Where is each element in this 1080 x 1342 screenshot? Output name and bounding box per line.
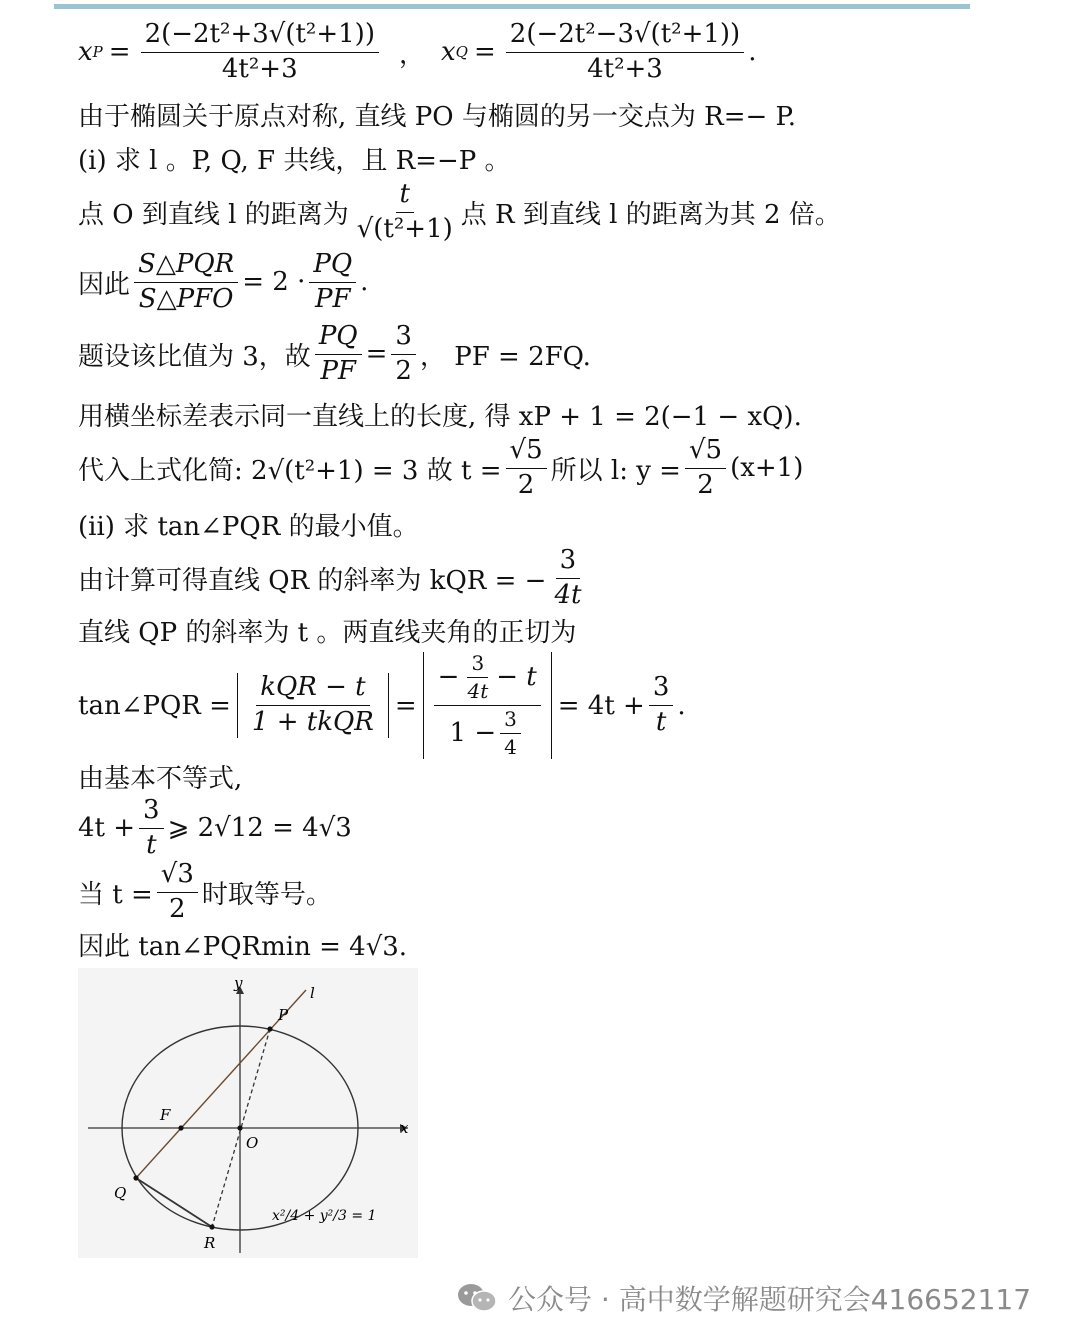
denominator: t (146, 829, 157, 860)
fraction (353, 180, 457, 245)
denominator: √(t²+1) (356, 213, 453, 244)
text: . (677, 690, 686, 721)
numerator: 3 (391, 322, 416, 355)
fraction (550, 546, 585, 611)
line-part-ii: (ii) 求 tan∠PQR 的最小值。 (78, 512, 419, 542)
label-p: P (278, 1006, 289, 1024)
numerator: PQ (315, 322, 362, 355)
denominator: 1 + tkQR (251, 707, 374, 737)
inner-numerator: 3 (500, 708, 521, 734)
text: 时取等号。 (201, 879, 332, 910)
fraction (434, 652, 541, 759)
fraction (157, 860, 198, 925)
text: 点 O 到直线 l 的距离为 (78, 199, 349, 230)
fraction (506, 436, 547, 501)
xp-numerator: 2(−2t²+3√(t²+1)) (141, 20, 379, 53)
text: 点 R 到直线 l 的距离为其 2 倍。 (460, 199, 841, 230)
text: 代入上式化简: 2√(t²+1) = 3 故 t = (78, 455, 502, 486)
numerator (434, 652, 541, 706)
line-area-ratio (78, 250, 368, 315)
top-border (54, 4, 970, 9)
denominator: S△PFO (138, 283, 234, 314)
text: 当 t = (78, 879, 153, 910)
label-o: O (246, 1134, 259, 1152)
fraction (391, 322, 416, 387)
text: = 4t + (557, 690, 645, 721)
point-p (267, 1026, 272, 1031)
text: = 2 · (242, 267, 306, 298)
ellipse-diagram (78, 968, 418, 1258)
denominator: PF (314, 283, 351, 314)
numerator: 3 (139, 796, 164, 829)
inner-fraction (463, 652, 492, 703)
segment-qr (136, 1178, 212, 1227)
end-period: . (748, 37, 757, 68)
text: tan∠PQR = (78, 690, 231, 721)
fraction (134, 250, 238, 315)
text: = (365, 339, 388, 370)
xp-denominator: 4t²+3 (221, 53, 298, 84)
fraction (649, 673, 674, 738)
equals: = (394, 690, 417, 721)
separator: ， (398, 39, 425, 70)
numerator: kQR − t (256, 673, 369, 706)
one-minus: 1 − (449, 717, 497, 748)
denominator: 2 (517, 469, 535, 500)
xp-fraction (141, 20, 379, 85)
numerator: √5 (506, 436, 547, 469)
abs-value-1 (237, 673, 389, 738)
inner-denominator: 4 (504, 735, 517, 759)
xq-label: x (441, 37, 456, 68)
minus-t: − t (496, 661, 537, 692)
denominator (446, 706, 529, 759)
fraction (685, 436, 726, 501)
denominator: 2 (395, 355, 412, 386)
text: 题设该比值为 3，故 (78, 341, 311, 372)
label-q: Q (114, 1184, 127, 1202)
numerator: 3 (556, 546, 581, 579)
text: 所以 l: y = (550, 455, 681, 486)
text: . (360, 267, 369, 298)
ellipse-figure (78, 968, 418, 1258)
point-r (209, 1224, 214, 1229)
wechat-icon (456, 1282, 498, 1314)
line-ratio-3 (78, 322, 591, 387)
denominator: 4t (554, 579, 582, 610)
xq-numerator: 2(−2t²−3√(t²+1)) (506, 20, 744, 53)
numerator: PQ (309, 250, 356, 283)
text: 由计算可得直线 QR 的斜率为 kQR = − (78, 565, 547, 596)
inner-denominator: 4t (467, 679, 489, 703)
xp-sub: P (92, 43, 103, 62)
line-slope-qr (78, 546, 589, 611)
numerator: 3 (649, 673, 674, 706)
line-substitute (78, 436, 803, 501)
denominator: 2 (697, 469, 714, 500)
label-f: F (160, 1106, 171, 1124)
denominator: PF (320, 355, 356, 386)
fraction (309, 250, 356, 315)
line-part-i: (i) 求 l 。P, Q, F 共线，且 R=−P 。 (78, 146, 511, 176)
label-x: x (400, 1119, 409, 1137)
line-tan-formula (78, 652, 686, 759)
xp-label: x (78, 37, 93, 68)
fraction (248, 673, 378, 738)
inner-numerator: 3 (467, 652, 488, 678)
xq-denominator: 4t²+3 (587, 53, 663, 84)
numerator: √5 (685, 436, 726, 469)
fraction (315, 322, 362, 387)
denominator: t (655, 707, 667, 737)
text: 因此 (78, 269, 131, 300)
inner-fraction (500, 708, 521, 759)
point-q (133, 1175, 138, 1180)
line-conclusion: 因此 tan∠PQRmin = 4√3. (78, 932, 408, 962)
text: (x+1) (730, 453, 804, 484)
watermark (456, 1278, 1031, 1318)
numerator: √3 (157, 860, 198, 893)
xq-fraction (506, 20, 744, 85)
denominator: 2 (169, 893, 186, 924)
line-distance (78, 180, 841, 245)
abs-value-2 (423, 652, 552, 759)
text: 4t + (78, 813, 136, 844)
label-r: R (204, 1234, 216, 1252)
text: ， PF = 2FQ. (419, 341, 591, 372)
ellipse-equation: x²/4 + y²/3 = 1 (272, 1208, 377, 1224)
line-slope-qp: 直线 QP 的斜率为 t 。两直线夹角的正切为 (78, 618, 577, 648)
point-f (178, 1125, 183, 1130)
line-inequality (78, 796, 352, 861)
numerator: S△PQR (134, 250, 238, 283)
line-xp-xq: x P = $\frac{\text{2(−2t²+3√(t²+1))}}{\text{4t²+3}}$ ， x Q = $\frac{\text{2(−2t²−3√(t²+1))}}{\text{4t²+3}}$ . (78, 19, 757, 84)
point-o (237, 1125, 242, 1130)
watermark-text: 公众号 · 高中数学解题研究会416652117 (508, 1283, 1032, 1316)
line-equality (78, 860, 332, 925)
xq-sub: Q (455, 43, 468, 62)
minus: − (437, 661, 460, 692)
text: ⩾ 2√12 = 4√3 (167, 813, 352, 844)
line-symmetry: 由于椭圆关于原点对称, 直线 PO 与椭圆的另一交点为 R=− P. (78, 102, 797, 132)
numerator: t (396, 180, 414, 213)
line-inequality-intro: 由基本不等式, (78, 764, 243, 794)
label-y: y (234, 974, 243, 992)
label-l: l (310, 984, 315, 1002)
fraction (139, 796, 164, 861)
line-abscissa: 用横坐标差表示同一直线上的长度, 得 xP + 1 = 2(−1 − xQ). (78, 402, 802, 432)
